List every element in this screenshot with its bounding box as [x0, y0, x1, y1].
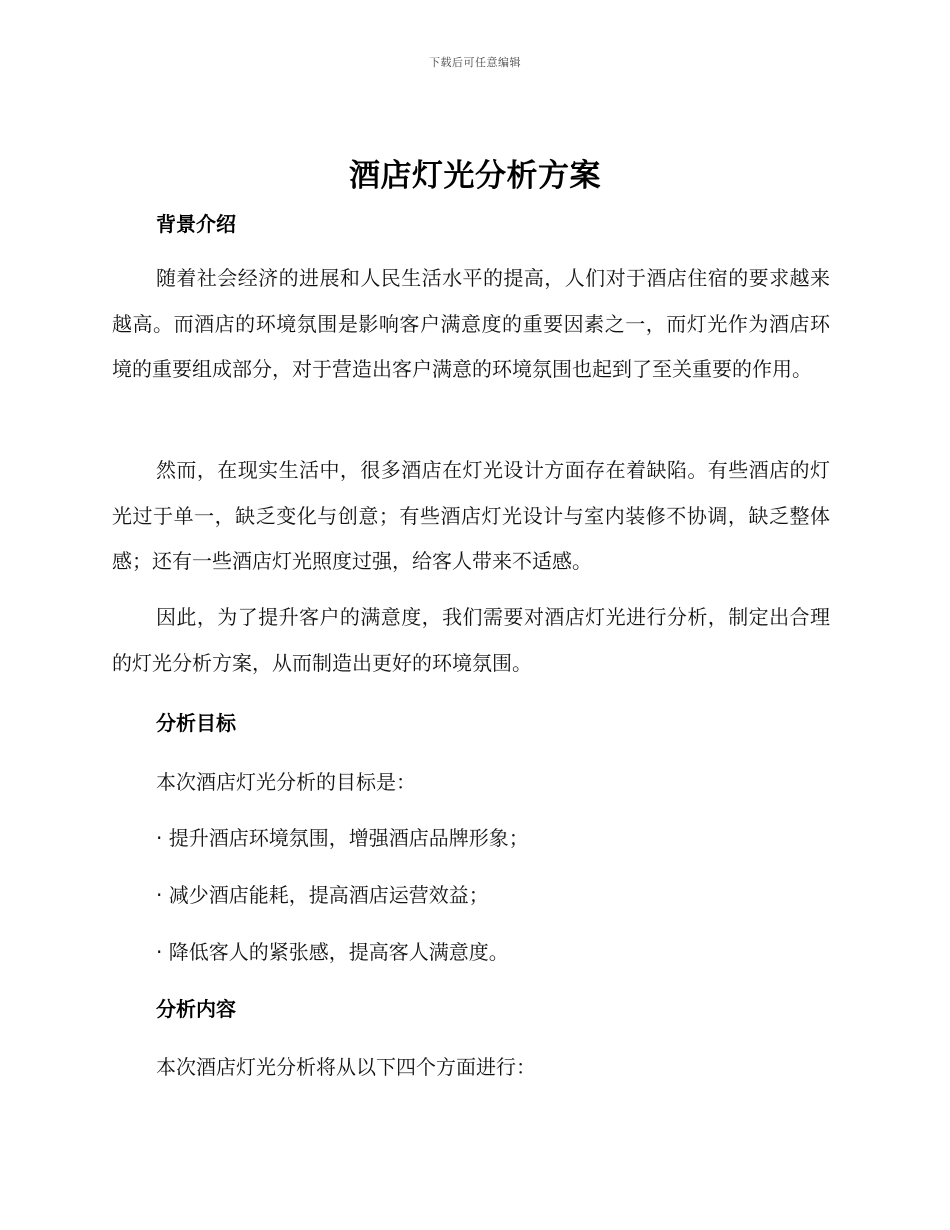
background-paragraph-1: 随着社会经济的进展和人民生活水平的提高，人们对于酒店住宿的要求越来越高。而酒店的环境氛围是影响客户满意度的重要因素之一，而灯光作为酒店环境的重要组成部分，对于营造出客户满意的环境氛围也起到了至关重要的作用。	[112, 266, 830, 381]
goal-list-item: · 降低客人的紧张感，提高客人满意度。	[156, 940, 509, 964]
goals-intro: 本次酒店灯光分析的目标是：	[156, 770, 416, 794]
goal-list-item: · 提升酒店环境氛围，增强酒店品牌形象；	[156, 826, 529, 850]
header-note: 下载后可任意编辑	[429, 56, 521, 69]
section-heading-content: 分析内容	[156, 997, 236, 1021]
section-heading-goals: 分析目标	[156, 711, 236, 735]
section-heading-background: 背景介绍	[156, 212, 236, 236]
goal-list-item: · 减少酒店能耗，提高酒店运营效益；	[156, 883, 489, 907]
content-intro: 本次酒店灯光分析将从以下四个方面进行：	[156, 1055, 536, 1079]
document-title: 酒店灯光分析方案	[349, 158, 601, 194]
background-paragraph-3: 因此，为了提升客户的满意度，我们需要对酒店灯光进行分析，制定出合理的灯光分析方案，从而制造出更好的环境氛围。	[112, 605, 830, 675]
background-paragraph-2: 然而，在现实生活中，很多酒店在灯光设计方面存在着缺陷。有些酒店的灯光过于单一，缺乏变化与创意；有些酒店灯光设计与室内装修不协调，缺乏整体感；还有一些酒店灯光照度过强，给客人带来不适感。	[112, 458, 830, 573]
